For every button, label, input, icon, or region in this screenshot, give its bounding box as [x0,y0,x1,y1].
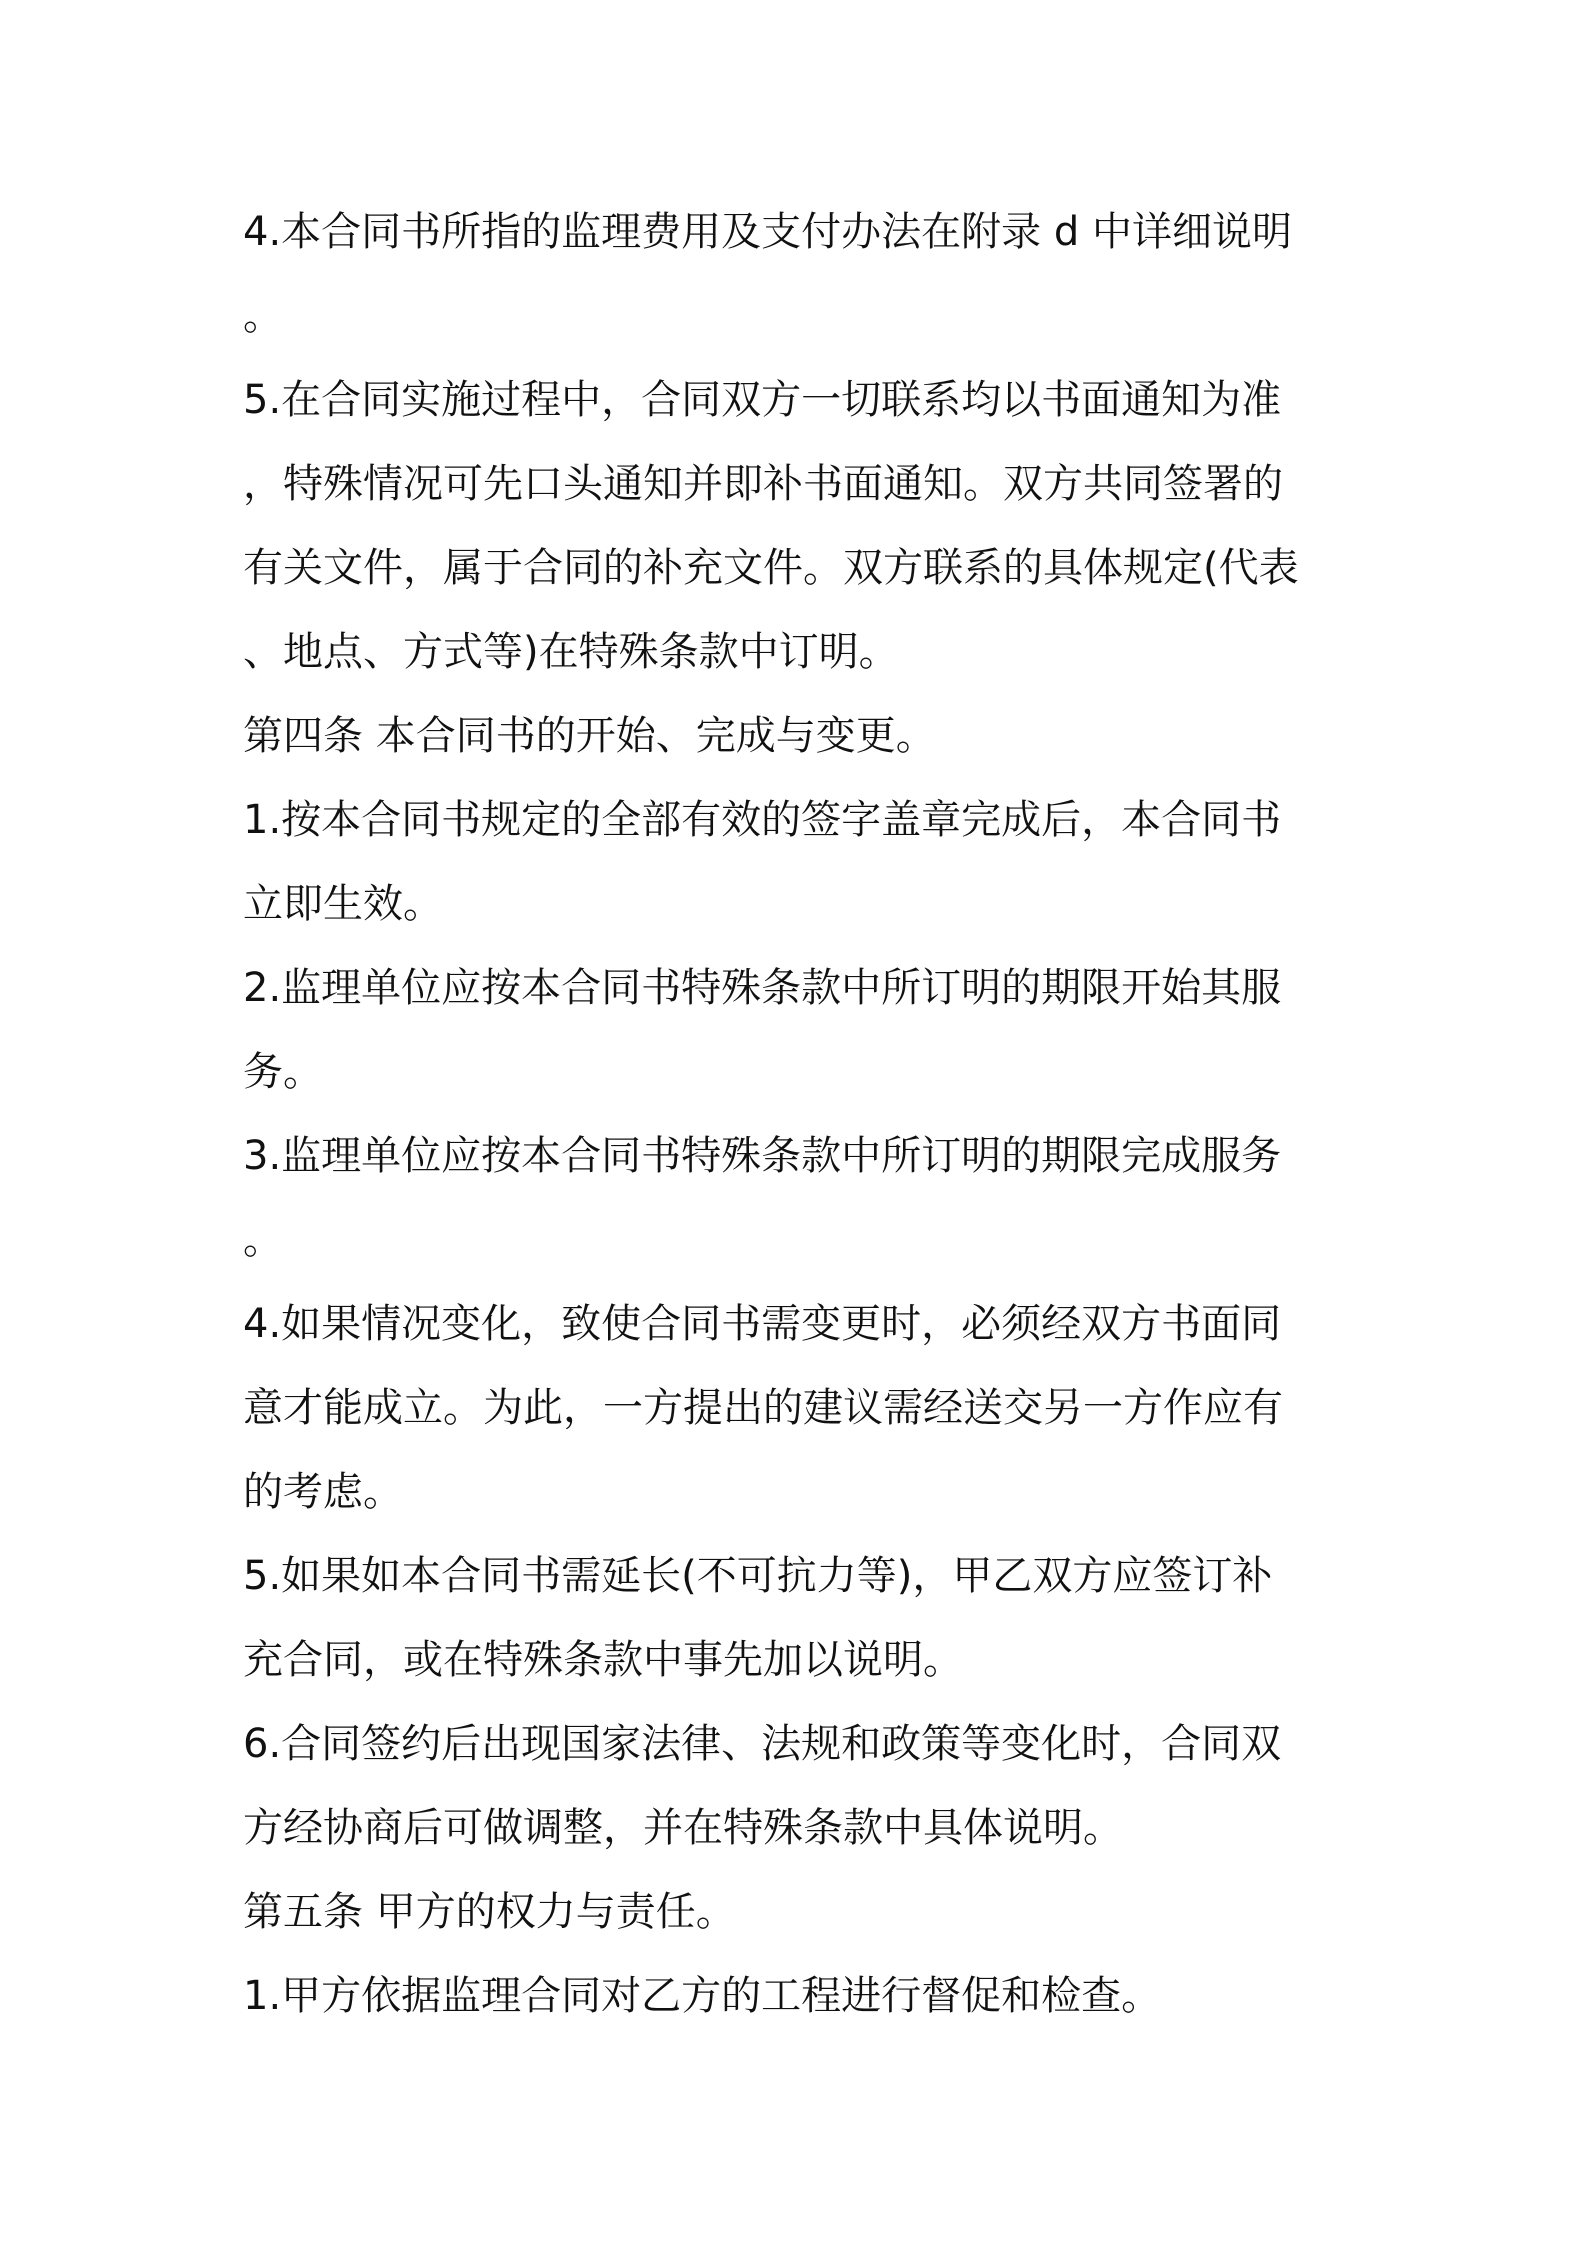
text-line: ，特殊情况可先口头通知并即补书面通知。双方共同签署的 [243,461,1283,507]
text-line: 立即生效。 [243,881,443,927]
text-line: 6.合同签约后出现国家法律、法规和政策等变化时，合同双 [243,1721,1282,1767]
text-line: 有关文件，属于合同的补充文件。双方联系的具体规定(代表 [243,545,1299,591]
text-line: 充合同，或在特殊条款中事先加以说明。 [243,1637,963,1683]
text-line: 5.如果如本合同书需延长(不可抗力等)，甲乙双方应签订补 [243,1553,1273,1599]
text-line: 。 [243,293,283,339]
section-heading: 第四条 本合同书的开始、完成与变更。 [243,713,936,759]
text-line: 。 [243,1217,283,1263]
text-line: 、地点、方式等)在特殊条款中订明。 [243,629,899,675]
text-line: 1.按本合同书规定的全部有效的签字盖章完成后，本合同书 [243,797,1282,843]
text-line: 的考虑。 [243,1469,403,1515]
text-line: 务。 [243,1049,323,1095]
text-line: 4.本合同书所指的监理费用及支付办法在附录 d 中详细说明 [243,209,1292,255]
document-body [243,190,1355,2038]
text-line: 1.甲方依据监理合同对乙方的工程进行督促和检查。 [243,1973,1162,2019]
text-line: 意才能成立。为此，一方提出的建议需经送交另一方作应有 [243,1385,1283,1431]
text-line: 3.监理单位应按本合同书特殊条款中所订明的期限完成服务 [243,1133,1282,1179]
text-line: 方经协商后可做调整，并在特殊条款中具体说明。 [243,1805,1123,1851]
section-heading: 第五条 甲方的权力与责任。 [243,1889,736,1935]
text-line: 5.在合同实施过程中，合同双方一切联系均以书面通知为准 [243,377,1282,423]
text-line: 4.如果情况变化，致使合同书需变更时，必须经双方书面同 [243,1301,1282,1347]
text-line: 2.监理单位应按本合同书特殊条款中所订明的期限开始其服 [243,965,1282,1011]
